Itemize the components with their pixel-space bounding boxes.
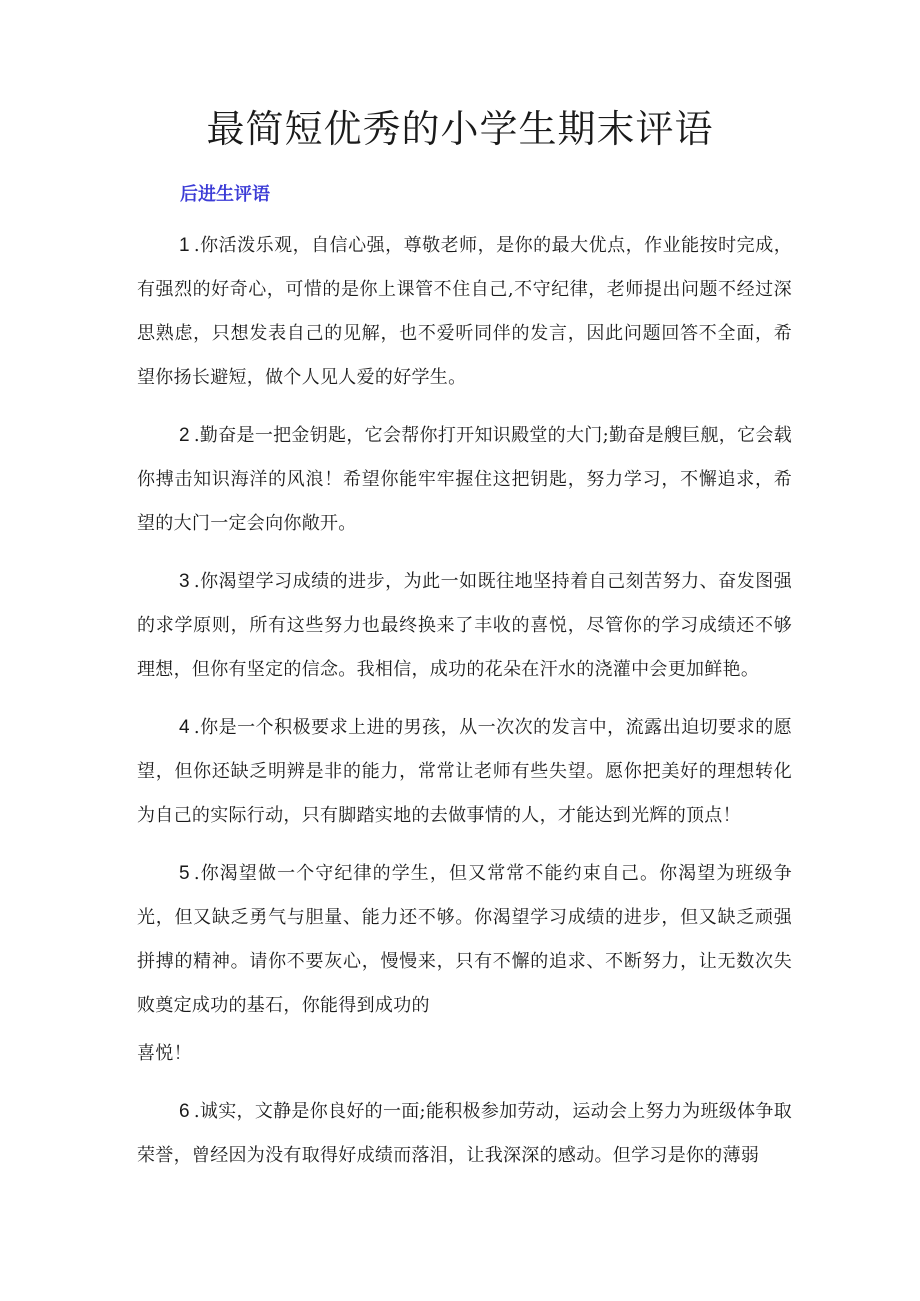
paragraph-number: 5 <box>179 863 190 884</box>
page-title: 最简短优秀的小学生期末评语 <box>206 107 714 151</box>
paragraph-number: 2 <box>179 425 190 446</box>
paragraph-text: .你渴望做一个守纪律的学生，但又常常不能约束自己。你渴望为班级争光，但又缺乏勇气与胆量、能力还不够。你渴望学习成绩的进步，但又缺乏顽强拼搏的精神。请你不要灰心，慢慢来，只有不懈的追求、不断努力，让无数次失败奠定成功的基石，你能得到成功的 <box>137 863 792 1016</box>
paragraph-3 <box>137 560 792 692</box>
paragraph-1 <box>137 224 792 400</box>
paragraph-5-continuation <box>137 1032 792 1076</box>
paragraph-text: .你活泼乐观，自信心强，尊敬老师，是你的最大优点，作业能按时完成，有强烈的好奇心，可惜的是你上课管不住自己,不守纪律，老师提出问题不经过深思熟虑，只想发表自己的见解，也不爱听同伴的发言，因此问题回答不全面，希望你扬长避短，做个人见人爱的好学生。 <box>137 235 792 388</box>
paragraph-text: .勤奋是一把金钥匙，它会帮你打开知识殿堂的大门;勤奋是艘巨舰，它会载你搏击知识海洋的风浪！希望你能牢牢握住这把钥匙，努力学习，不懈追求，希望的大门一定会向你敞开。 <box>137 425 792 534</box>
paragraph-2 <box>137 414 792 546</box>
paragraph-number: 3 <box>179 571 190 592</box>
paragraph-6 <box>137 1090 792 1178</box>
paragraph-text: 喜悦！ <box>137 1043 192 1064</box>
paragraph-number: 1 <box>179 235 190 256</box>
paragraph-text: .诚实，文静是你良好的一面;能积极参加劳动，运动会上努力为班级体争取荣誉，曾经因为没有取得好成绩而落泪，让我深深的感动。但学习是你的薄弱 <box>137 1101 792 1166</box>
section-heading: 后进生评语 <box>180 184 270 205</box>
paragraph-5 <box>137 852 792 1028</box>
paragraph-4 <box>137 706 792 838</box>
paragraph-number: 4 <box>179 717 190 738</box>
paragraph-number: 6 <box>179 1101 190 1122</box>
paragraph-text: .你渴望学习成绩的进步，为此一如既往地坚持着自己刻苦努力、奋发图强的求学原则，所有这些努力也最终换来了丰收的喜悦，尽管你的学习成绩还不够理想，但你有坚定的信念。我相信，成功的花朵在汗水的浇灌中会更加鲜艳。 <box>137 571 792 680</box>
document-body <box>137 224 792 1192</box>
paragraph-text: .你是一个积极要求上进的男孩，从一次次的发言中，流露出迫切要求的愿望，但你还缺乏明辨是非的能力，常常让老师有些失望。愿你把美好的理想转化为自己的实际行动，只有脚踏实地的去做事情的人，才能达到光辉的顶点！ <box>137 717 792 826</box>
